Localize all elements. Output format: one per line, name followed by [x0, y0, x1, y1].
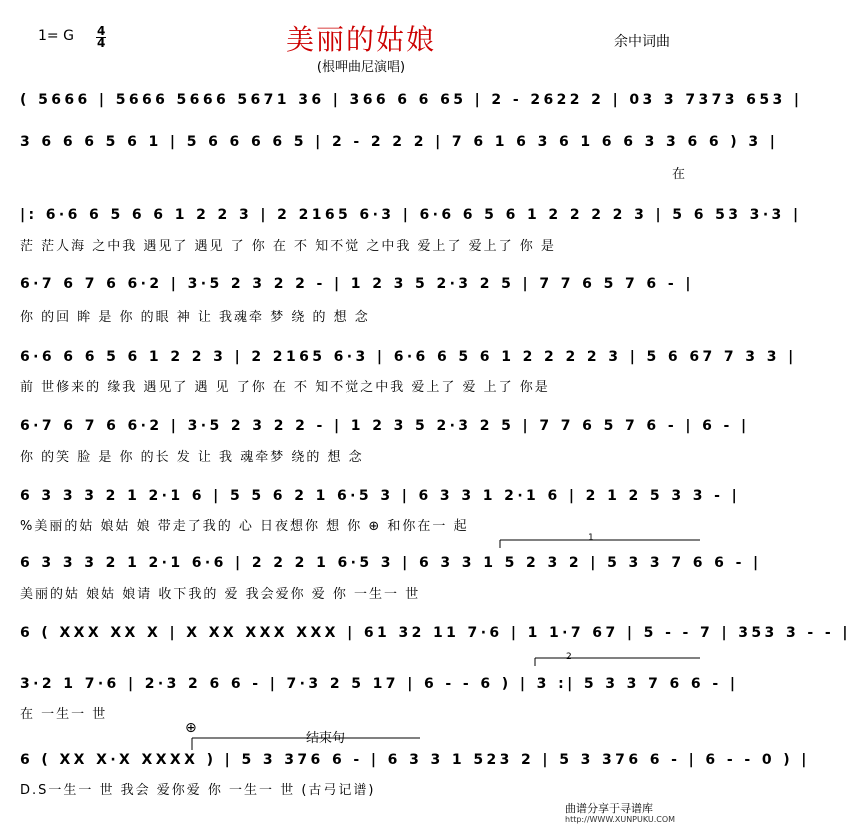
footer-url: http://WWW.XUNPUKU.COM: [565, 815, 676, 824]
notation-row: 6 ( XXX XX X | X XX XXX XXX | 61 32 11 7·6 | 1 1·7 67 | 5 - - 7 | 353 3 - - |: [20, 625, 851, 641]
lyric-row: 前 世修来的 缘我 遇见了 遇 见 了你 在 不 知不觉之中我 爱上了 爱 上了 你是: [20, 380, 550, 395]
notation-row: 6 3 3 3 2 1 2·1 6·6 | 2 2 2 1 6·5 3 | 6 3 3 1 5 2 3 2 | 5 3 3 7 6 6 - |: [20, 555, 762, 571]
notation-row: 6·7 6 7 6 6·2 | 3·5 2 3 2 2 - | 1 2 3 5 2·3 2 5 | 7 7 6 5 7 6 - |: [20, 276, 694, 292]
notation-row: ( 5666 | 5666 5666 5671 36 | 366 6 6 65 | 2 - 2622 2 | 03 3 7373 653 |: [20, 92, 803, 108]
lyric-row: %美丽的姑 娘姑 娘 带走了我的 心 日夜想你 想 你 ⊕ 和你在一 起: [20, 519, 469, 534]
notation-row: 6·6 6 6 5 6 1 2 2 3 | 2 2165 6·3 | 6·6 6 5 6 1 2 2 2 2 3 | 5 6 67 7 3 3 |: [20, 349, 797, 365]
coda-sign-icon: ⊕: [185, 720, 197, 736]
lyric-row: 在 一生一 世: [20, 707, 108, 722]
song-credits: 余中词曲: [614, 34, 670, 50]
time-signature-top: 4: [97, 24, 106, 38]
notation-row: 3·2 1 7·6 | 2·3 2 6 6 - | 7·3 2 5 17 | 6 - - 6 ) | 3 :| 5 3 3 7 6 6 - |: [20, 676, 739, 692]
key-signature: 1= G: [38, 28, 74, 44]
notation-row: 3 6 6 6 5 6 1 | 5 6 6 6 6 5 | 2 - 2 2 2 | 7 6 1 6 3 6 1 6 6 3 3 6 6 ) 3 |: [20, 134, 779, 150]
volta-1-label: 1: [588, 533, 594, 543]
song-title: 美丽的姑娘: [285, 23, 436, 56]
footer-brand: 曲谱分享于寻谱库: [565, 802, 653, 815]
notation-row: 6 ( XX X·X XXXX ) | 5 3 376 6 - | 6 3 3 1 523 2 | 5 3 376 6 - | 6 - - 0 ) |: [20, 752, 810, 768]
lyric-row: D.S一生一 世 我会 爱你爱 你 一生一 世 (古弓记谱): [20, 783, 376, 798]
lyric-row: 你 的笑 脸 是 你 的长 发 让 我 魂牵梦 绕的 想 念: [20, 450, 364, 465]
lyric-row: 美丽的姑 娘姑 娘请 收下我的 爱 我会爱你 爱 你 一生一 世: [20, 587, 421, 602]
lyric-row: 你 的回 眸 是 你 的眼 神 让 我魂牵 梦 绕 的 想 念: [20, 310, 370, 325]
lyric-row: 在: [672, 167, 688, 182]
ending-label: 结束句: [306, 731, 346, 746]
notation-row: 6·7 6 7 6 6·2 | 3·5 2 3 2 2 - | 1 2 3 5 2·3 2 5 | 7 7 6 5 7 6 - | 6 - |: [20, 418, 750, 434]
notation-row: |: 6·6 6 5 6 6 1 2 2 3 | 2 2165 6·3 | 6·6 6 5 6 1 2 2 2 2 3 | 5 6 53 3·3 |: [20, 207, 802, 223]
volta-2-label: 2: [566, 652, 572, 662]
song-subtitle: (根呷曲尼演唱): [316, 60, 406, 75]
lyric-row: 茫 茫人海 之中我 遇见了 遇见 了 你 在 不 知不觉 之中我 爱上了 爱上了 你 是: [20, 239, 556, 254]
notation-row: 6 3 3 3 2 1 2·1 6 | 5 5 6 2 1 6·5 3 | 6 3 3 1 2·1 6 | 2 1 2 5 3 3 - |: [20, 488, 741, 504]
time-signature-bottom: 4: [97, 36, 106, 50]
